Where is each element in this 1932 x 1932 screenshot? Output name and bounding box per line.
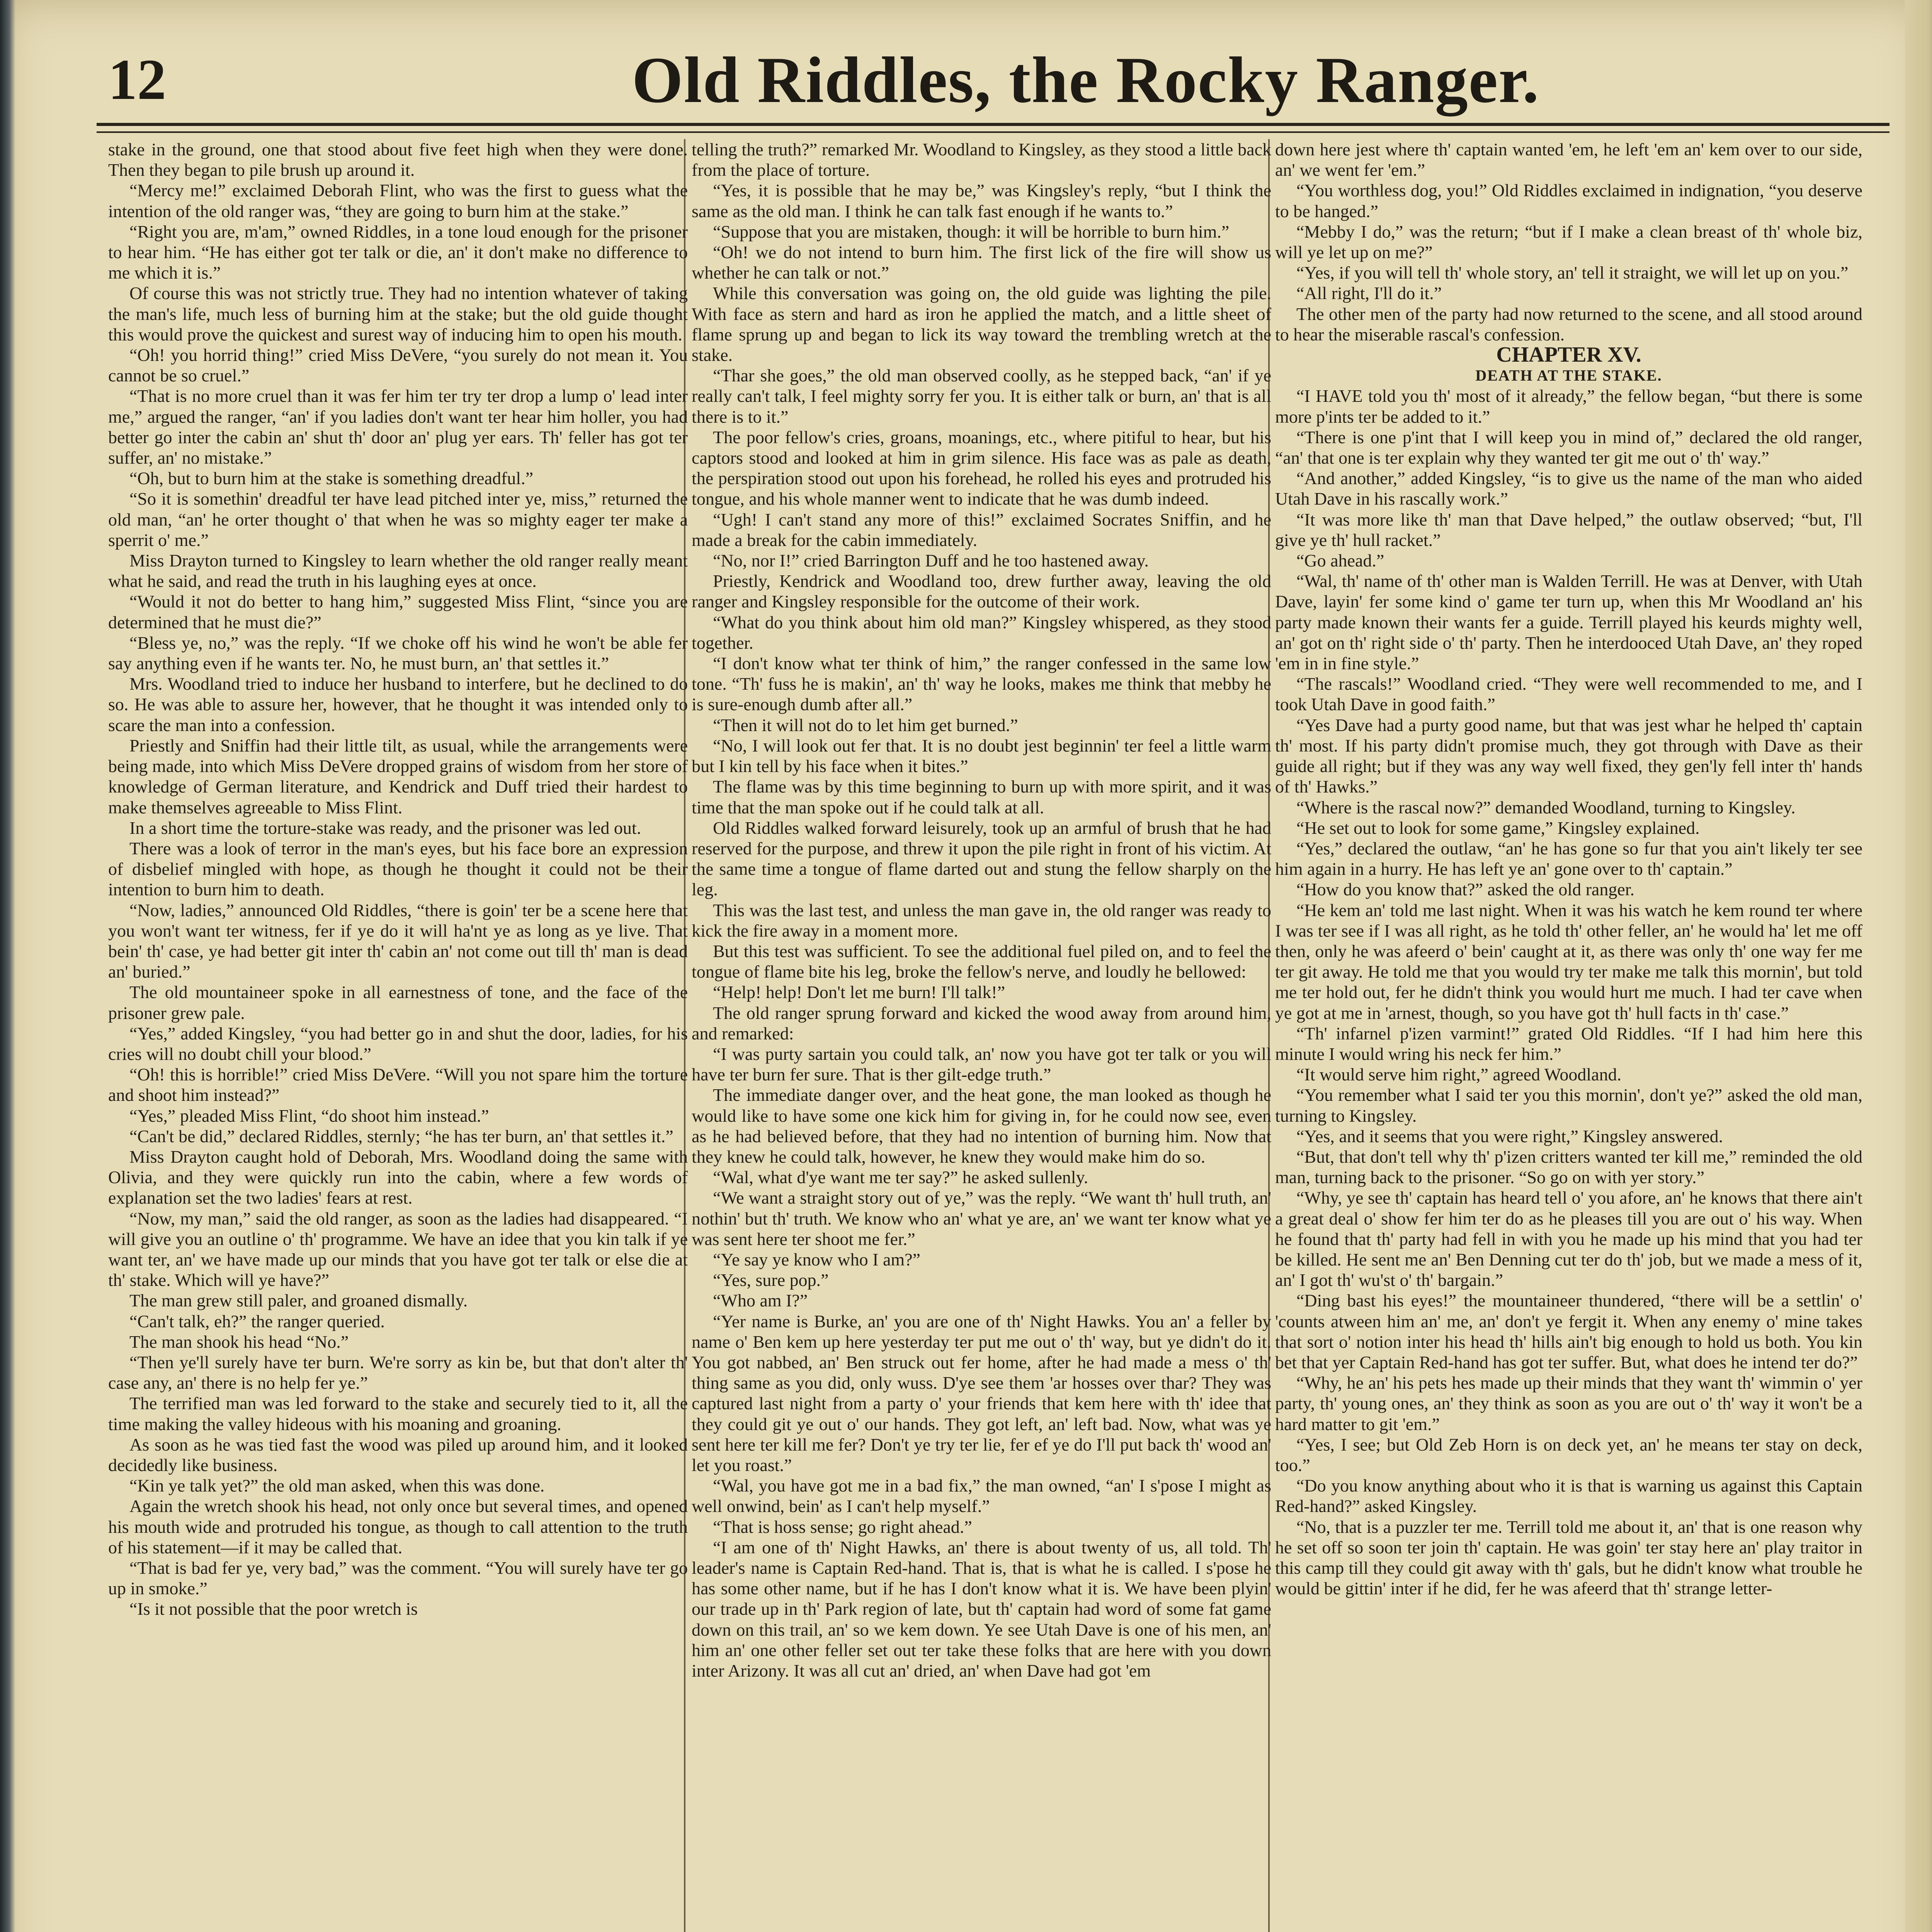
paragraph: The man grew still paler, and groaned dismally. [129, 1291, 468, 1311]
page-right-margin [1905, 0, 1932, 1932]
paragraph: “No, that is a puzzler ter me. Terrill told me about it, an' that is one reason why he set off so soon ter join th' captain. He was goin' ter stay here an' play traitor in this camp till they could git away with th' gals, but he didn't know what trouble he would be gittin' inter if he did, fer he was afeerd that th' strange letter- [1275, 1517, 1862, 1599]
paragraph: “Oh, but to burn him at the stake is something dreadful.” [129, 468, 533, 488]
paragraph: “Ugh! I can't stand any more of this!” exclaimed Socrates Sniffin, and he made a break for the cabin immediately. [692, 509, 1271, 550]
paragraph: “I am one of th' Night Hawks, an' there is about twenty of us, all told. Th' leader's name is Captain Red-hand. That is, that is what he is called. I s'pose he has some other name, but if he has I don't know what it is. We have been plyin' our trade up in th' Park region of late, but th' captain had word of some fat game down on this trail, an' so we kem down. Ye see Utah Dave is one of his men, an' him an' one other feller set out ter take these folks that are here with you down inter Arizony. It was all cut an' dried, an' when Dave had got 'em [692, 1537, 1271, 1681]
paragraph: Again the wretch shook his head, not only once but several times, and opened his mouth wide and protruded his tongue, as though to call attention to the truth of his statement—if it may be called that. [108, 1496, 688, 1557]
paragraph: “Mercy me!” exclaimed Deborah Flint, who was the first to guess what the intention of the old ranger was, “they are going to burn him at the stake.” [108, 180, 688, 221]
paragraph: “Yes, and it seems that you were right,” Kingsley answered. [1296, 1126, 1723, 1146]
paragraph: “There is one p'int that I will keep you in mind of,” declared the old ranger, “an' that one is ter explain why they wanted ter git me out o' th' way.” [1275, 427, 1862, 468]
paragraph: “Wal, you have got me in a bad fix,” the man owned, “an' I s'pose I might as well onwind, bein' as I can't help myself.” [692, 1476, 1271, 1516]
text-column-2 [692, 139, 1271, 1932]
paragraph: “Wal, what d'ye want me ter say?” he asked sullenly. [713, 1167, 1088, 1187]
paragraph: Priestly, Kendrick and Woodland too, drew further away, leaving the old ranger and Kingsley responsible for the outcome of their work. [692, 571, 1271, 612]
paragraph: “Ye say ye know who I am?” [713, 1249, 920, 1269]
text-column-3 [1275, 139, 1862, 1932]
paragraph: The other men of the party had now returned to the scene, and all stood around to hear the miserable rascal's confession. [1275, 304, 1862, 344]
paragraph: “No, I will look out fer that. It is no doubt jest beginnin' ter feel a little warm but I kin tell by his face when it bites.” [692, 735, 1271, 776]
paragraph: “Yes, sure pop.” [713, 1270, 829, 1290]
paragraph: “So it is somethin' dreadful ter have lead pitched inter ye, miss,” returned the old man, “an' he orter thought o' that when he was so mighty eager ter make a sperrit o' me.” [108, 489, 688, 550]
paragraph: “Oh! this is horrible!” cried Miss DeVere. “Will you not spare him the torture and shoot him instead?” [108, 1065, 688, 1105]
paragraph: But this test was sufficient. To see the additional fuel piled on, and to feel the tongue of flame bite his leg, broke the fellow's nerve, and loudly he bellowed: [692, 941, 1271, 982]
paragraph: “But, that don't tell why th' p'izen critters wanted ter kill me,” reminded the old man, turning back to the prisoner. “So go on with yer story.” [1275, 1146, 1862, 1187]
paragraph: “Can't talk, eh?” the ranger queried. [129, 1311, 385, 1331]
paragraph: Mrs. Woodland tried to induce her husband to interfere, but he declined to do so. He was able to assure her, however, that he thought it was intended only to scare the man into a confession. [108, 674, 688, 735]
paragraph: “How do you know that?” asked the old ranger. [1296, 879, 1635, 900]
paragraph: There was a look of terror in the man's eyes, but his face bore an expression of disbelief mingled with hope, as though he thought it could not be their intention to burn him to death. [108, 838, 688, 900]
paragraph: The terrified man was led forward to the stake and securely tied to it, all the time making the valley hideous with his moaning and groaning. [108, 1393, 688, 1434]
paragraph: This was the last test, and unless the man gave in, the old ranger was ready to kick the fire away in a moment more. [692, 900, 1271, 940]
paragraph: “Wal, th' name of th' other man is Walden Terrill. He was at Denver, with Utah Dave, layin' fer some kind o' game ter turn up, when this Mr Woodland an' his party made known their wants fer a guide. Terrill played his keurds mighty well, an' got on th' right side o' th' party. Then he interdooced Utah Dave, an' they roped 'em in in fine style.” [1275, 571, 1862, 673]
paragraph: The man shook his head “No.” [129, 1332, 349, 1352]
running-title: Old Riddles, the Rocky Ranger. [632, 44, 1540, 116]
paragraph: “Kin ye talk yet?” the old man asked, when this was done. [129, 1476, 545, 1496]
paragraph: “That is bad fer ye, very bad,” was the comment. “You will surely have ter go up in smoke.” [108, 1558, 688, 1599]
paragraph: While this conversation was going on, the old guide was lighting the pile. With face as stern and hard as iron he applied the match, and a little sheet of flame sprung up and began to lick its way toward the trembling wretch at the stake. [692, 283, 1271, 365]
paragraph: “Can't be did,” declared Riddles, sternly; “he has ter burn, an' that settles it.” [129, 1126, 673, 1146]
page-header [100, 43, 1886, 120]
paragraph: “It was more like th' man that Dave helped,” the outlaw observed; “but, I'll give ye th' hull racket.” [1275, 509, 1862, 550]
paragraph: The flame was by this time beginning to burn up with more spirit, and it was time that the man spoke out if he could talk at all. [692, 777, 1271, 817]
chapter-heading: CHAPTER XV. [1496, 343, 1641, 367]
paragraph: “Yes, if you will tell th' whole story, an' tell it straight, we will let up on you.” [1296, 263, 1849, 283]
header-rule [97, 123, 1889, 133]
paragraph: telling the truth?” remarked Mr. Woodland to Kingsley, as they stood a little back from the place of torture. [692, 139, 1271, 180]
chapter-subheading: DEATH AT THE STAKE. [1475, 367, 1662, 384]
paragraph: “Yes,” declared the outlaw, “an' he has gone so fur that you ain't likely ter see him again in a hurry. He has left ye an' gone over to th' captain.” [1275, 838, 1862, 879]
paragraph: “Help! help! Don't let me burn! I'll talk!” [713, 982, 1005, 1002]
paragraph: “Right you are, m'am,” owned Riddles, in a tone loud enough for the prisoner to hear him. “He has either got ter talk or die, an' it don't make no difference to me which it is.” [108, 221, 688, 283]
paragraph: “You worthless dog, you!” Old Riddles exclaimed in indignation, “you deserve to be hanged.” [1275, 180, 1862, 221]
paragraph: “Go ahead.” [1296, 551, 1384, 571]
paragraph: “I HAVE told you th' most of it already,” the fellow began, “but there is some more p'ints ter be added to it.” [1275, 386, 1862, 427]
paragraph: “The rascals!” Woodland cried. “They were well recommended to me, and I took Utah Dave in good faith.” [1275, 674, 1862, 714]
paragraph: “What do you think about him old man?” Kingsley whispered, as they stood together. [692, 612, 1271, 653]
paragraph: “I was purty sartain you could talk, an' now you have got ter talk or you will have ter burn fer sure. That is ther gilt-edge truth.” [692, 1044, 1271, 1085]
paragraph: “Is it not possible that the poor wretch is [129, 1599, 418, 1619]
paragraph: The immediate danger over, and the heat gone, the man looked as though he would like to have some one kick him for giving in, for he could now see, even as he had believed before, that they had no intention of burning him. Now that they knew he could talk, however, he knew they would make him do so. [692, 1085, 1271, 1167]
paragraph: “Ding bast his eyes!” the mountaineer thundered, “there will be a settlin' o' 'counts atween him an' me, an' don't ye fergit it. When any enemy o' mine takes that sort o' notion inter his head th' hills ain't big enough to hold us both. You kin bet that yer Captain Red-hand has got ter suffer. But, what does he intend ter do?” [1275, 1291, 1862, 1372]
paragraph: “Mebby I do,” was the return; “but if I make a clean breast of th' whole biz, will ye let up on me?” [1275, 221, 1862, 262]
paragraph: “Then it will not do to let him get burned.” [713, 715, 1018, 735]
paragraph: “No, nor I!” cried Barrington Duff and he too hastened away. [713, 551, 1149, 571]
paragraph: “Now, ladies,” announced Old Riddles, “there is goin' ter be a scene here that you won't want ter witness, fer if ye do it will ha'nt ye as long as ye live. That bein' th' case, ye had better git inter th' cabin an' not come out till th' man is dead an' buried.” [108, 900, 688, 982]
paragraph: “That is hoss sense; go right ahead.” [713, 1517, 972, 1537]
paragraph: “Suppose that you are mistaken, though: it will be horrible to burn him.” [713, 221, 1230, 242]
paragraph: “He kem an' told me last night. When it was his watch he kem round ter where I was ter see if I was all right, as he told th' other feller, an' he would ha' let me off then, only he was afeerd o' bein' caught at it, as there was only th' one way fer me ter git away. He told me that you would try ter make me talk this mornin', but told me ter hold out, fer he didn't think you would hurt me much. I had ter cave when ye got at me in 'arnest, though, so you have got th' hull facts in th' case.” [1275, 900, 1862, 1023]
paragraph: In a short time the torture-stake was ready, and the prisoner was led out. [129, 818, 641, 838]
paragraph: “That is no more cruel than it was fer him ter try ter drop a lump o' lead inter me,” argued the ranger, “an' if you ladies don't want ter hear him holler, you had better go inter the cabin an' shut th' door an' plug yer ears. Th' feller has got ter suffer, an' no mistake.” [108, 386, 688, 468]
paragraph: “And another,” added Kingsley, “is to give us the name of the man who aided Utah Dave in his rascally work.” [1275, 468, 1862, 509]
paragraph: “Yer name is Burke, an' you are one of th' Night Hawks. You an' a feller by name o' Ben kem up here yesterday ter put me out o' th' way, but ye didn't do it. You got nabbed, an' Ben struck out fer home, after he had made a mess o' th' thing same as you did, only wuss. D'ye see them 'ar hosses over thar? They was captured last night from a party o' your friends that kem here with th' idee that they could git ye out o' our hands. They got left, an' left bad. Now, what was ye sent here ter kill me fer? Don't ye try ter lie, fer ef ye do I'll put back th' wood an' let you roast.” [692, 1311, 1271, 1475]
paragraph: down here jest where th' captain wanted 'em, he left 'em an' kem over to our side, an' we went fer 'em.” [1275, 139, 1862, 180]
paragraph: “Would it not do better to hang him,” suggested Miss Flint, “since you are determined that he must die?” [108, 592, 688, 632]
paragraph: Of course this was not strictly true. They had no intention whatever of taking the man's life, much less of burning him at the stake; but the old guide thought this would prove the quickest and surest way of inducing him to open his mouth. [108, 283, 688, 344]
paragraph: “Bless ye, no,” was the reply. “If we choke off his wind he won't be able fer say anything even if he wants ter. No, he must burn, an' that settles it.” [108, 633, 688, 673]
paragraph: “Why, ye see th' captain has heard tell o' you afore, an' he knows that there ain't a great deal o' show fer him ter do as he pleases till you are out o' his way. When he found that th' party had fell in with you he made up his mind that you had ter be killed. He sent me an' Ben Denning cut ter do th' job, but we made a mess of it, an' I got th' wu'st o' th' bargain.” [1275, 1188, 1862, 1290]
paragraph: Miss Drayton turned to Kingsley to learn whether the old ranger really meant what he said, and read the truth in his laughing eyes at once. [108, 551, 688, 591]
paragraph: The poor fellow's cries, groans, moanings, etc., where pitiful to hear, but his captors stood and looked at him in grim silence. His face was as pale as death, the perspiration stood out upon his forehead, he rolled his eyes and protruded his tongue, and his whole manner went to indicate that he was dumb indeed. [692, 427, 1271, 509]
paragraph: As soon as he was tied fast the wood was piled up around him, and it looked decidedly like business. [108, 1434, 688, 1475]
page-number: 12 [108, 48, 166, 112]
paragraph: “Then ye'll surely have ter burn. We're sorry as kin be, but that don't alter th' case any, an' there is no help fer ye.” [108, 1352, 688, 1393]
paragraph: “You remember what I said ter you this mornin', don't ye?” asked the old man, turning to Kingsley. [1275, 1085, 1862, 1126]
paragraph: “Yes, it is possible that he may be,” was Kingsley's reply, “but I think the same as the old man. I think he can talk fast enough if he wants to.” [692, 180, 1271, 221]
paragraph: Old Riddles walked forward leisurely, took up an armful of brush that he had reserved for the purpose, and threw it upon the pile right in front of his victim. At the same time a tongue of flame darted out and stung the fellow sharply on the leg. [692, 818, 1271, 900]
paragraph: “We want a straight story out of ye,” was the reply. “We want th' hull truth, an' nothin' but th' truth. We know who an' what ye are, an' we want ter know what ye was sent here ter shoot me fer.” [692, 1188, 1271, 1249]
paragraph: “I don't know what ter think of him,” the ranger confessed in the same low tone. “Th' fuss he is makin', an' th' way he looks, makes me think that mebby he is sure-enough dumb after all.” [692, 653, 1271, 714]
paragraph: “Th' infarnel p'izen varmint!” grated Old Riddles. “If I had him here this minute I would wring his neck fer him.” [1275, 1023, 1862, 1064]
paragraph: “Oh! we do not intend to burn him. The first lick of the fire will show us whether he can talk or not.” [692, 242, 1271, 283]
paragraph: “Now, my man,” said the old ranger, as soon as the ladies had disappeared. “I will give you an outline o' th' programme. We have an idee that you kin talk if ye want ter, an' we have made up our minds that you have got ter talk or else die at th' stake. Which will ye have?” [108, 1208, 688, 1290]
paragraph: The old mountaineer spoke in all earnestness of tone, and the face of the prisoner grew pale. [108, 982, 688, 1023]
paragraph: “Why, he an' his pets hes made up their minds that they want th' wimmin o' yer party, th' young ones, an' they think as soon as you are out o' th' way it won't be a hard matter to git 'em.” [1275, 1373, 1862, 1434]
paragraph: “Do you know anything about who it is that is warning us against this Captain Red-hand?” asked Kingsley. [1275, 1476, 1862, 1516]
paragraph: The old ranger sprung forward and kicked the wood away from around him, and remarked: [692, 1003, 1271, 1043]
paragraph: “Oh! you horrid thing!” cried Miss DeVere, “you surely do not mean it. You cannot be so cruel.” [108, 345, 688, 386]
paragraph: “He set out to look for some game,” Kingsley explained. [1296, 818, 1700, 838]
paragraph: “All right, I'll do it.” [1296, 283, 1442, 303]
paragraph: “Yes Dave had a purty good name, but that was jest whar he helped th' captain th' most. If his party didn't promise much, they got through with Dave as their guide all right; but if they was any way well fixed, they gen'ly fell inter th' hands of th' Hawks.” [1275, 715, 1862, 797]
paragraph: “Where is the rascal now?” demanded Woodland, turning to Kingsley. [1296, 797, 1796, 817]
paragraph: “Thar she goes,” the old man observed coolly, as he stepped back, “an' if ye really can't talk, I feel mighty sorry fer you. It is either talk or burn, an' that is all there is to it.” [692, 366, 1271, 427]
paragraph: Miss Drayton caught hold of Deborah, Mrs. Woodland doing the same with Olivia, and they were quickly run into the cabin, where a few words of explanation set the two ladies' fears at rest. [108, 1146, 688, 1208]
paragraph: “Yes,” pleaded Miss Flint, “do shoot him instead.” [129, 1105, 489, 1126]
page-binding-edge [0, 0, 15, 1932]
paragraph: “Yes, I see; but Old Zeb Horn is on deck yet, an' he means ter stay on deck, too.” [1275, 1434, 1862, 1475]
text-column-1 [108, 139, 688, 1932]
paragraph: “It would serve him right,” agreed Woodland. [1296, 1065, 1622, 1085]
paragraph: stake in the ground, one that stood about five feet high when they were done. Then they began to pile brush up around it. [108, 139, 688, 180]
paragraph: “Who am I?” [713, 1291, 808, 1311]
paragraph: “Yes,” added Kingsley, “you had better go in and shut the door, ladies, for his cries will no doubt chill your blood.” [108, 1023, 688, 1064]
paragraph: Priestly and Sniffin had their little tilt, as usual, while the arrangements were being made, into which Miss DeVere dropped grains of wisdom from her store of knowledge of German literature, and Kendrick and Duff tried their hardest to make themselves agreeable to Miss Flint. [108, 735, 688, 817]
